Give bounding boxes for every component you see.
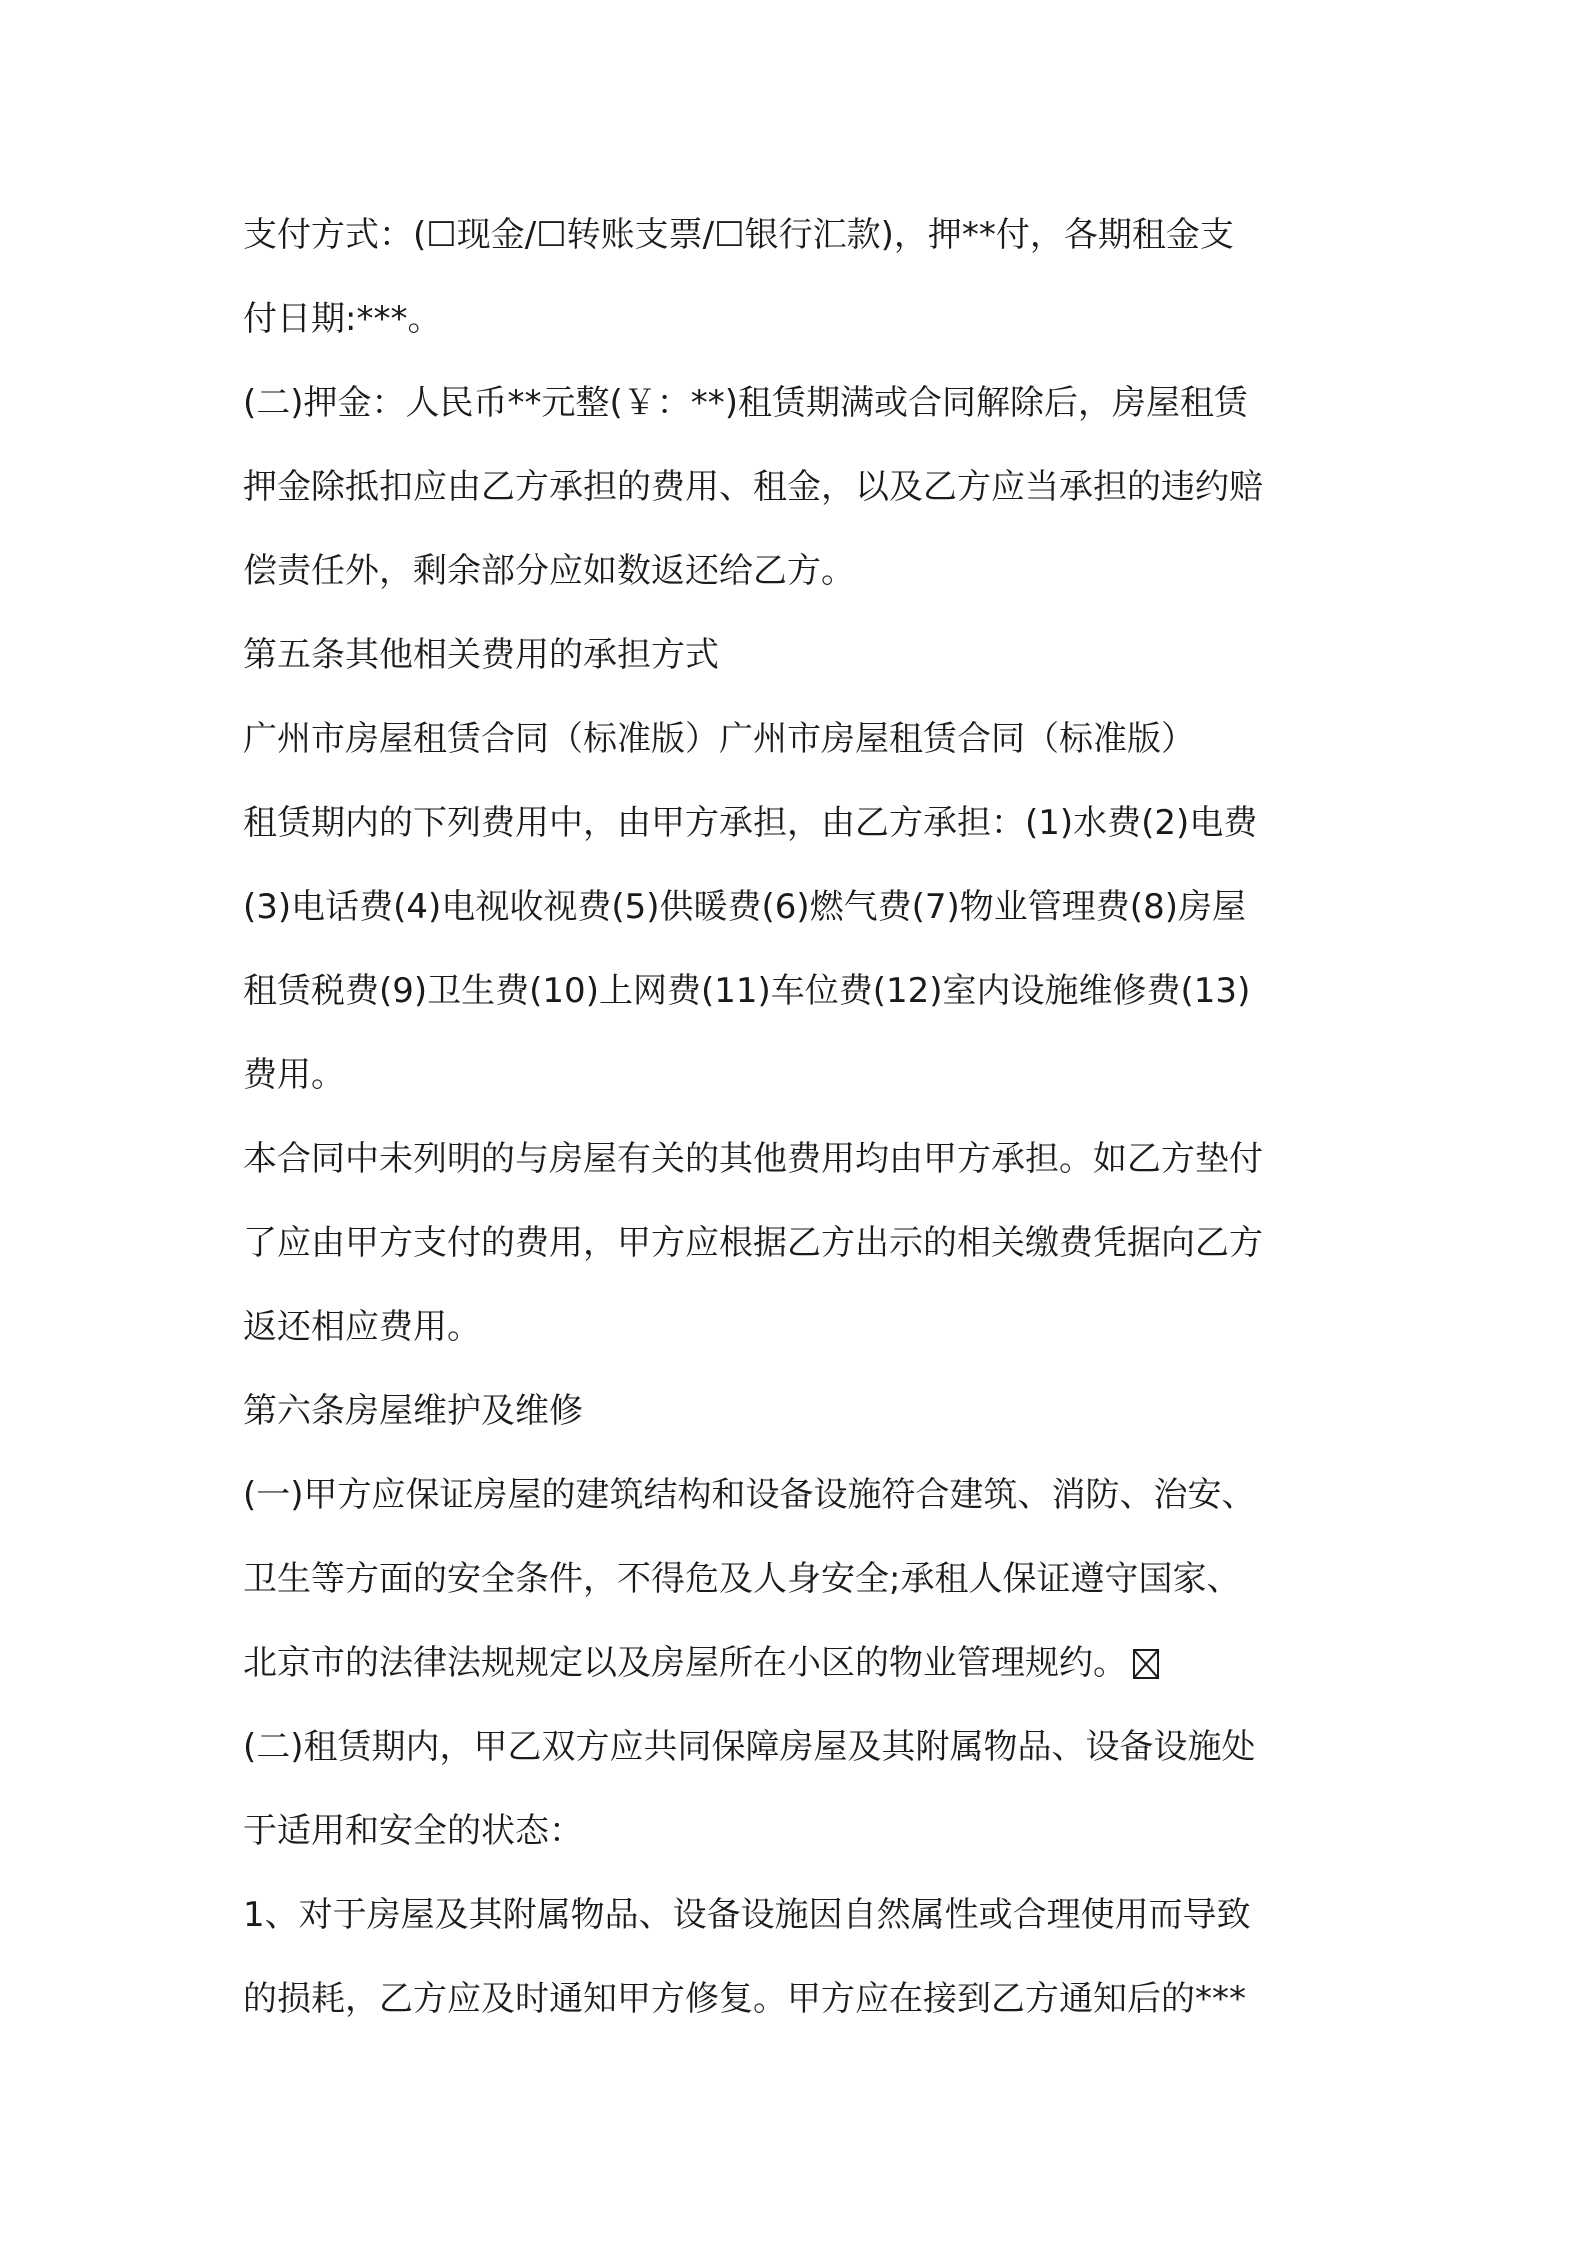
text-line: 1、对于房屋及其附属物品、设备设施因自然属性或合理使用而导致	[243, 1895, 1251, 1935]
text-line: 本合同中未列明的与房屋有关的其他费用均由甲方承担。如乙方垫付	[243, 1139, 1263, 1179]
text-line: 卫生等方面的安全条件，不得危及人身安全;承租人保证遵守国家、	[243, 1559, 1241, 1599]
text-line: 租赁税费(9)卫生费(10)上网费(11)车位费(12)室内设施维修费(13)	[243, 971, 1251, 1011]
text-line: 北京市的法律法规规定以及房屋所在小区的物业管理规约。	[243, 1643, 1127, 1683]
text-line-with-mark	[243, 1621, 1363, 1705]
text-line: 付日期:***。	[243, 299, 442, 339]
text-line: 于适用和安全的状态：	[243, 1811, 583, 1851]
text-line: 的损耗，乙方应及时通知甲方修复。甲方应在接到乙方通知后的***	[243, 1979, 1246, 2019]
text-line: (3)电话费(4)电视收视费(5)供暖费(6)燃气费(7)物业管理费(8)房屋	[243, 887, 1246, 927]
text-line: 支付方式：(☐现金/☐转账支票/☐银行汇款)，押**付，各期租金支	[243, 215, 1234, 255]
text-line: (一)甲方应保证房屋的建筑结构和设备设施符合建筑、消防、治安、	[243, 1475, 1256, 1515]
text-line: 费用。	[243, 1055, 345, 1095]
text-line: 押金除抵扣应由乙方承担的费用、租金，以及乙方应当承担的违约赔	[243, 467, 1263, 507]
text-line: 偿责任外，剩余部分应如数返还给乙方。	[243, 551, 855, 591]
section-heading: 第六条房屋维护及维修	[243, 1391, 583, 1431]
text-line: 返还相应费用。	[243, 1307, 481, 1347]
document-body	[243, 193, 1363, 2041]
section-heading: 第五条其他相关费用的承担方式	[243, 635, 719, 675]
text-line: 了应由甲方支付的费用，甲方应根据乙方出示的相关缴费凭据向乙方	[243, 1223, 1263, 1263]
text-line: (二)押金：人民币**元整(￥：**)租赁期满或合同解除后，房屋租赁	[243, 383, 1249, 423]
text-line: 租赁期内的下列费用中，由甲方承担，由乙方承担：(1)水费(2)电费	[243, 803, 1258, 843]
crossed-box-icon	[1133, 1649, 1159, 1679]
text-line: (二)租赁期内，甲乙双方应共同保障房屋及其附属物品、设备设施处	[243, 1727, 1256, 1767]
text-line: 广州市房屋租赁合同（标准版）广州市房屋租赁合同（标准版）	[243, 719, 1195, 759]
